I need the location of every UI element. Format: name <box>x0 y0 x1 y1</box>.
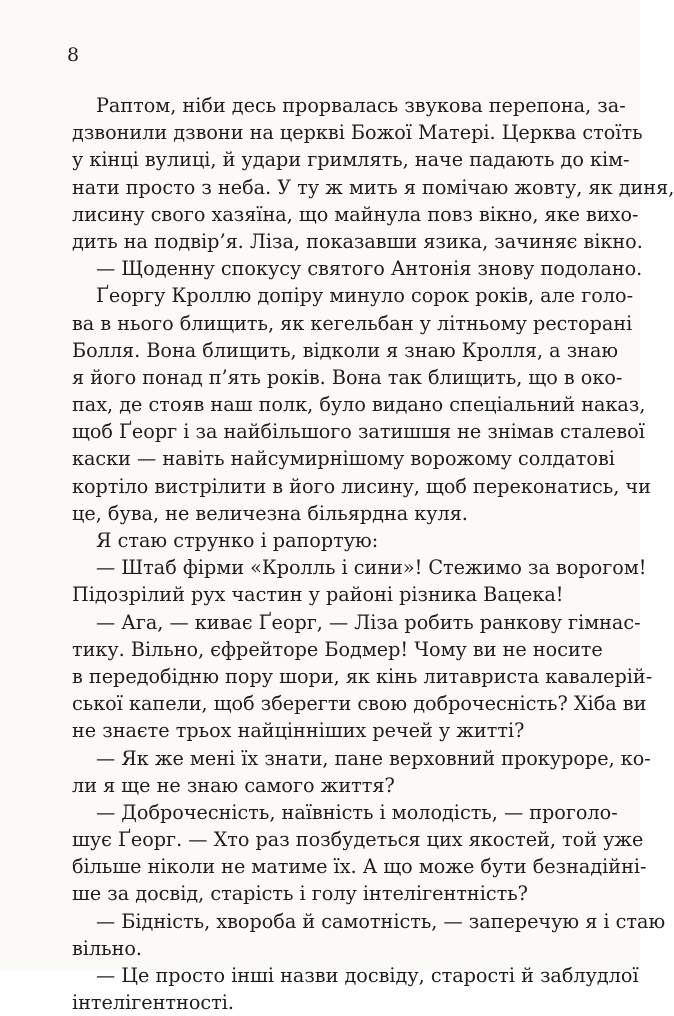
text-line: каски — навіть найсумирнішому ворожому солдатові <box>72 447 615 471</box>
text-line: дить на подвір’я. Ліза, показавши язика, зачиняє вікно. <box>72 229 643 253</box>
text-line: тику. Вільно, єфрейторе Бодмер! Чому ви не носите <box>72 637 603 661</box>
text-line: Раптом, ніби десь прорвалась звукова перепона, за- <box>96 94 626 117</box>
text-line: ли я ще не знаю самого життя? <box>72 773 395 797</box>
text-line: — Ага, — киває Ґеорг, — Ліза робить ранкову гімнас- <box>96 610 641 634</box>
text-line: я його понад п’ять років. Вона так блищить, що в око- <box>72 365 623 389</box>
text-line: кортіло вистрілити в його лисину, щоб переконатись, чи <box>72 474 651 498</box>
page-number: 8 <box>67 44 80 66</box>
text-line: не знаєте трьох найцінніших речей у житті? <box>72 719 525 743</box>
text-line: в передобідню пору шори, як кінь литавриста кавалерій- <box>72 664 653 688</box>
text-line: Ґеоргу Кроллю допіру минуло сорок років, але голо- <box>96 284 634 308</box>
text-line: — Штаб фірми «Кролль і сини»! Стежимо за ворогом! <box>96 556 647 580</box>
text-line: — Доброчесність, наївність і молодість, — проголо- <box>96 800 618 824</box>
text-line: у кінці вулиці, й удари гримлять, наче падають до кім- <box>72 148 630 172</box>
text-line: пах, де стояв наш полк, було видано спеціальний наказ, <box>72 393 646 417</box>
text-line: більше ніколи не матиме їх. А що може бути безнадійні- <box>72 855 647 879</box>
text-line: нати просто з неба. У ту ж мить я помічаю жовту, як диня, <box>72 175 674 199</box>
text-line: дзвонили дзвони на церкві Божої Матері. Церква стоїть <box>72 121 643 145</box>
text-line: ше за досвід, старість і голу інтелігентність? <box>72 882 528 906</box>
text-line: шує Ґеорг. — Хто раз позбудеться цих якостей, той уже <box>72 828 644 852</box>
text-line: Підозрілий рух частин у районі різника Вацека! <box>72 583 564 607</box>
text-line: щоб Ґеорг і за найбільшого затишшя не знімав сталевої <box>72 420 645 444</box>
text-line: вільно. <box>72 936 143 960</box>
text-line: Я стаю струнко і рапортую: <box>96 529 379 552</box>
text-line: — Це просто інші назви досвіду, старості й заблудлої <box>96 964 639 987</box>
text-line: — Бідність, хвороба й самотність, — заперечую я і стаю <box>96 909 666 933</box>
text-line: це, бува, не величезна більярдна куля. <box>72 501 468 525</box>
text-line: лисину свого хазяїна, що майнула повз вікно, яке вихо- <box>72 202 639 226</box>
text-line: інтелігентності. <box>72 991 234 1015</box>
text-line: — Щоденну спокусу святого Антонія знову подолано. <box>96 257 643 281</box>
text-line: ської капели, щоб зберегти свою доброчесність? Хіба ви <box>72 692 647 716</box>
text-line: Болля. Вона блищить, відколи я знаю Кролля, а знаю <box>72 338 619 362</box>
text-line: — Як же мені їх знати, пане верховний прокуроре, ко- <box>96 746 651 770</box>
body-text <box>72 92 674 1016</box>
text-line: ва в нього блищить, як кегельбан у літньому ресторані <box>72 311 633 335</box>
